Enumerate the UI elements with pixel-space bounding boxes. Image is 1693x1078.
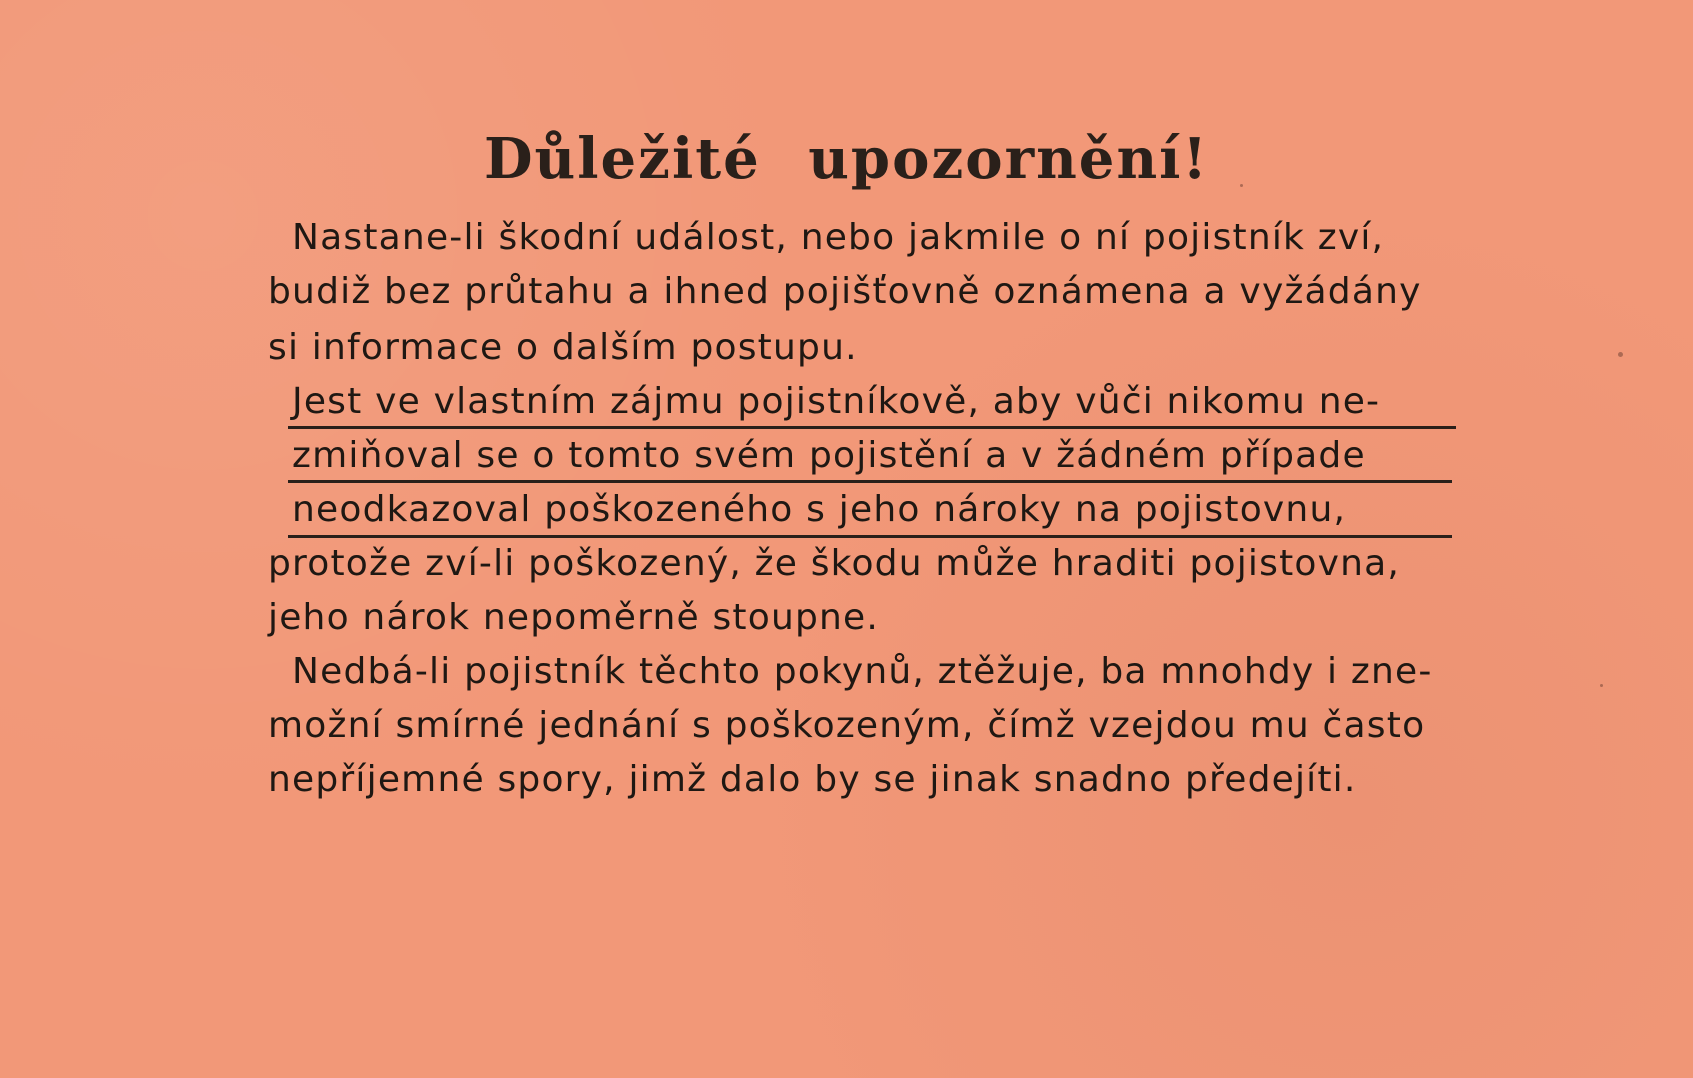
paragraph-1-line-3: si informace o dalším postupu. <box>268 327 858 368</box>
paragraph-2-line-3: neodkazoval poškozeného s jeho nároky na pojistovnu, <box>292 489 1347 530</box>
notice-title: Důležité upozornění! <box>483 126 1210 192</box>
paragraph-1-line-2: budiž bez průtahu a ihned pojišťovně oznámena a vyžádány <box>268 271 1422 312</box>
paragraph-2-line-4: protože zví-li poškozený, že škodu může hraditi pojistovna, <box>268 543 1401 584</box>
paragraph-2-line-2: zmiňoval se o tomto svém pojistění a v žádném případe <box>292 435 1366 476</box>
paper-speck <box>1240 184 1243 187</box>
paragraph-3-line-2: možní smírné jednání s poškozeným, čímž vzejdou mu často <box>268 705 1426 746</box>
underline-rule <box>288 480 1452 483</box>
underline-rule <box>288 535 1452 538</box>
paragraph-1-line-1: Nastane-li škodní událost, nebo jakmile o ní pojistník zví, <box>292 217 1385 258</box>
paragraph-2-line-1: Jest ve vlastním zájmu pojistníkově, aby vůči nikomu ne- <box>292 381 1381 422</box>
paragraph-3-line-1: Nedbá-li pojistník těchto pokynů, ztěžuje, ba mnohdy i zne- <box>292 651 1433 692</box>
paragraph-2-line-5: jeho nárok nepoměrně stoupne. <box>268 597 880 638</box>
paper-speck <box>1600 684 1603 687</box>
underline-rule <box>288 426 1456 429</box>
paper-speck <box>1618 352 1623 357</box>
paragraph-3-line-3: nepříjemné spory, jimž dalo by se jinak snadno předejíti. <box>268 759 1357 800</box>
